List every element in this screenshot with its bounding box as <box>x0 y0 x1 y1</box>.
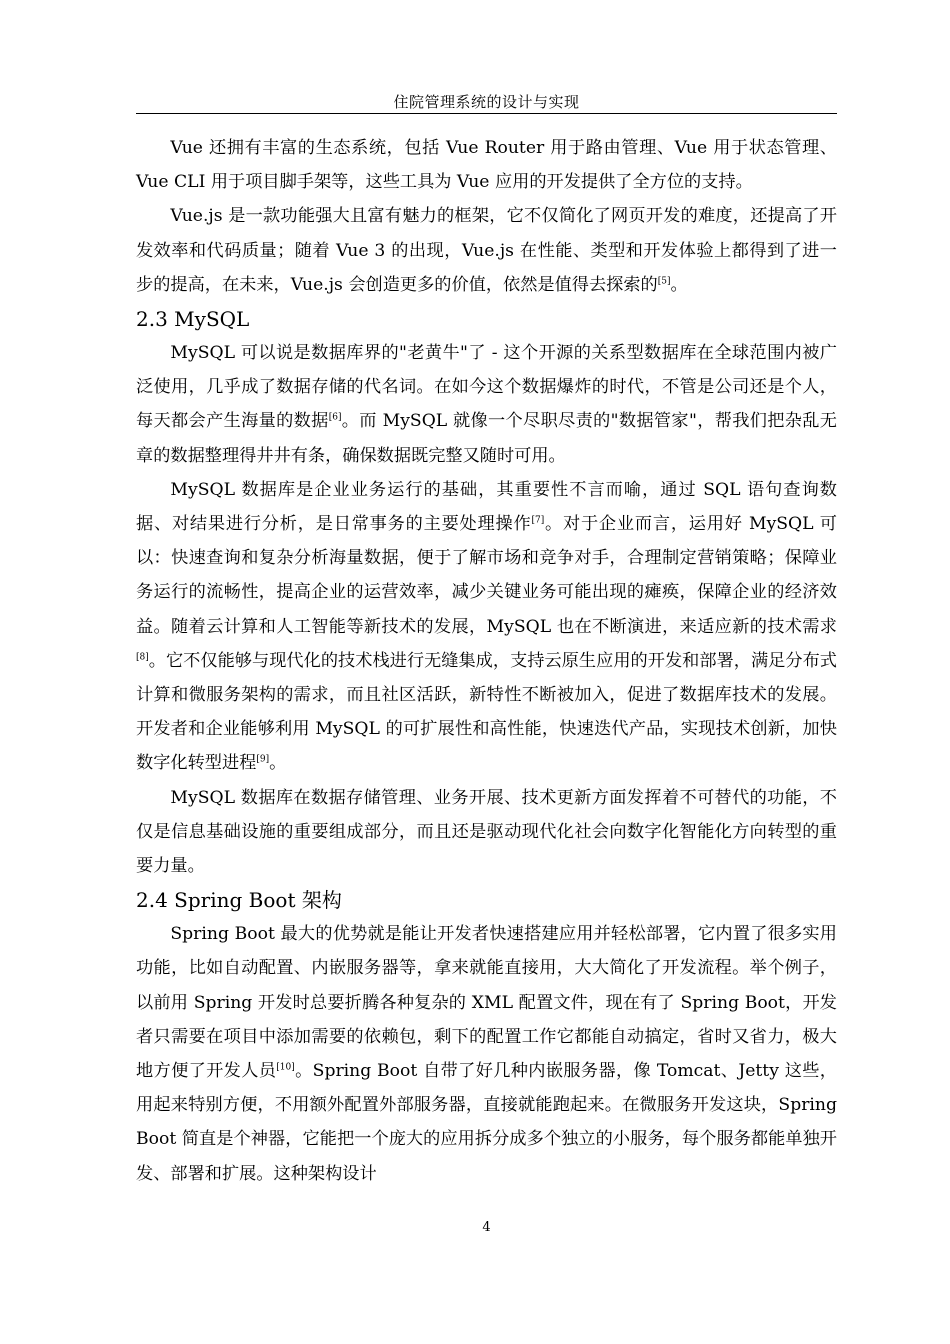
paragraph-text: 。对于企业而言，运用好 MySQL 可以：快速查询和复杂分析海量数据，便于了解市场和竞争对手，合理制定营销策略；保障业务运行的流畅性，提高企业的运营效率，减少关键业务可能出现的瘫痪，保障企业的经济效益。随着云计算和人工智能等新技术的发展，MySQL 也在不断演进，来适应新的技术需求 <box>136 514 837 637</box>
paragraph-text: 。而 MySQL 就像一个尽职尽责的"数据管家"，帮我们把杂乱无章的数据整理得井井有条，确保数据既完整又随时可用。 <box>136 411 837 466</box>
paragraph-text: MySQL 数据库是企业业务运行的基础，其重要性不言而喻，通过 SQL 语句查询数据、对结果进行分析，是日常事务的主要处理操作 <box>136 479 837 535</box>
paragraph-mysql-intro <box>136 336 837 473</box>
paragraph-text: Vue 还拥有丰富的生态系统，包括 Vue Router 用于路由管理、Vue 用于状态管理、Vue CLI 用于项目脚手架等，这些工具为 Vue 应用的开发提供了全方位的支持。 <box>136 138 837 193</box>
citation-ref-10: [10] <box>276 1062 295 1073</box>
citation-ref-5: [5] <box>657 276 671 287</box>
citation-ref-6: [6] <box>328 412 342 423</box>
paragraph-spring-boot <box>136 917 837 1191</box>
paragraph-text: 。它不仅能够与现代化的技术栈进行无缝集成，支持云原生应用的开发和部署，满足分布式计算和微服务架构的需求，而且社区活跃，新特性不断被加入，促进了数据库技术的发展。开发者和企业能够利用 MySQL 的可扩展性和高性能，快速迭代产品，实现技术创新，加快数字化转型进程 <box>136 650 837 774</box>
section-heading-mysql: 2.3 MySQL <box>136 307 250 332</box>
citation-ref-9: [9] <box>256 754 270 765</box>
header-rule <box>136 113 837 114</box>
paragraph-text: Spring Boot 最大的优势就是能让开发者快速搭建应用并轻松部署，它内置了很多实用功能，比如自动配置、内嵌服务器等，拿来就能直接用，大大简化了开发流程。举个例子，以前用 Spring 开发时总要折腾各种复杂的 XML 配置文件，现在有了 Spring Boot，开发者只需要在项目中添加需要的依赖包，剩下的配置工作它都能自动搞定，省时又省力，极大地方便了开发人员 <box>136 924 837 1082</box>
citation-ref-8: [8] <box>136 652 149 663</box>
section-heading-spring-boot: 2.4 Spring Boot 架构 <box>136 888 342 913</box>
paragraph-vue-ecosystem <box>136 131 837 199</box>
paragraph-text: 。Spring Boot 自带了好几种内嵌服务器，像 Tomcat、Jetty 这些，用起来特别方便，不用额外配置外部服务器，直接就能跑起来。在微服务开发这块，Spring Boot 简直是个神器，它能把一个庞大的应用拆分成多个独立的小服务，每个服务都能单独开发、部署和扩展。这种架构设计 <box>136 1061 837 1184</box>
paragraph-text: MySQL 可以说是数据库界的"老黄牛"了 - 这个开源的关系型数据库在全球范围内被广泛使用，几乎成了数据存储的代名词。在如今这个数据爆炸的时代，不管是公司还是个人，每天都会产生海量的数据 <box>136 343 837 432</box>
paragraph-text: Vue.js 是一款功能强大且富有魅力的框架，它不仅简化了网页开发的难度，还提高了开发效率和代码质量；随着 Vue 3 的出现，Vue.js 在性能、类型和开发体验上都得到了进一步的提高，在未来，Vue.js 会创造更多的价值，依然是值得去探索的 <box>136 206 837 295</box>
paragraph-mysql-role <box>136 781 837 884</box>
paragraph-text: 。 <box>670 274 688 295</box>
paragraph-vue-summary <box>136 199 837 302</box>
paragraph-text: 。 <box>269 753 287 774</box>
paragraph-mysql-enterprise <box>136 473 837 781</box>
citation-ref-7: [7] <box>531 515 545 526</box>
page-number: 4 <box>482 1220 491 1235</box>
paragraph-text: MySQL 数据库在数据存储管理、业务开展、技术更新方面发挥着不可替代的功能，不仅是信息基础设施的重要组成部分，而且还是驱动现代化社会向数字化智能化方向转型的重要力量。 <box>136 787 837 877</box>
page-header: 住院管理系统的设计与实现 <box>393 93 580 111</box>
body-text <box>136 131 837 1191</box>
